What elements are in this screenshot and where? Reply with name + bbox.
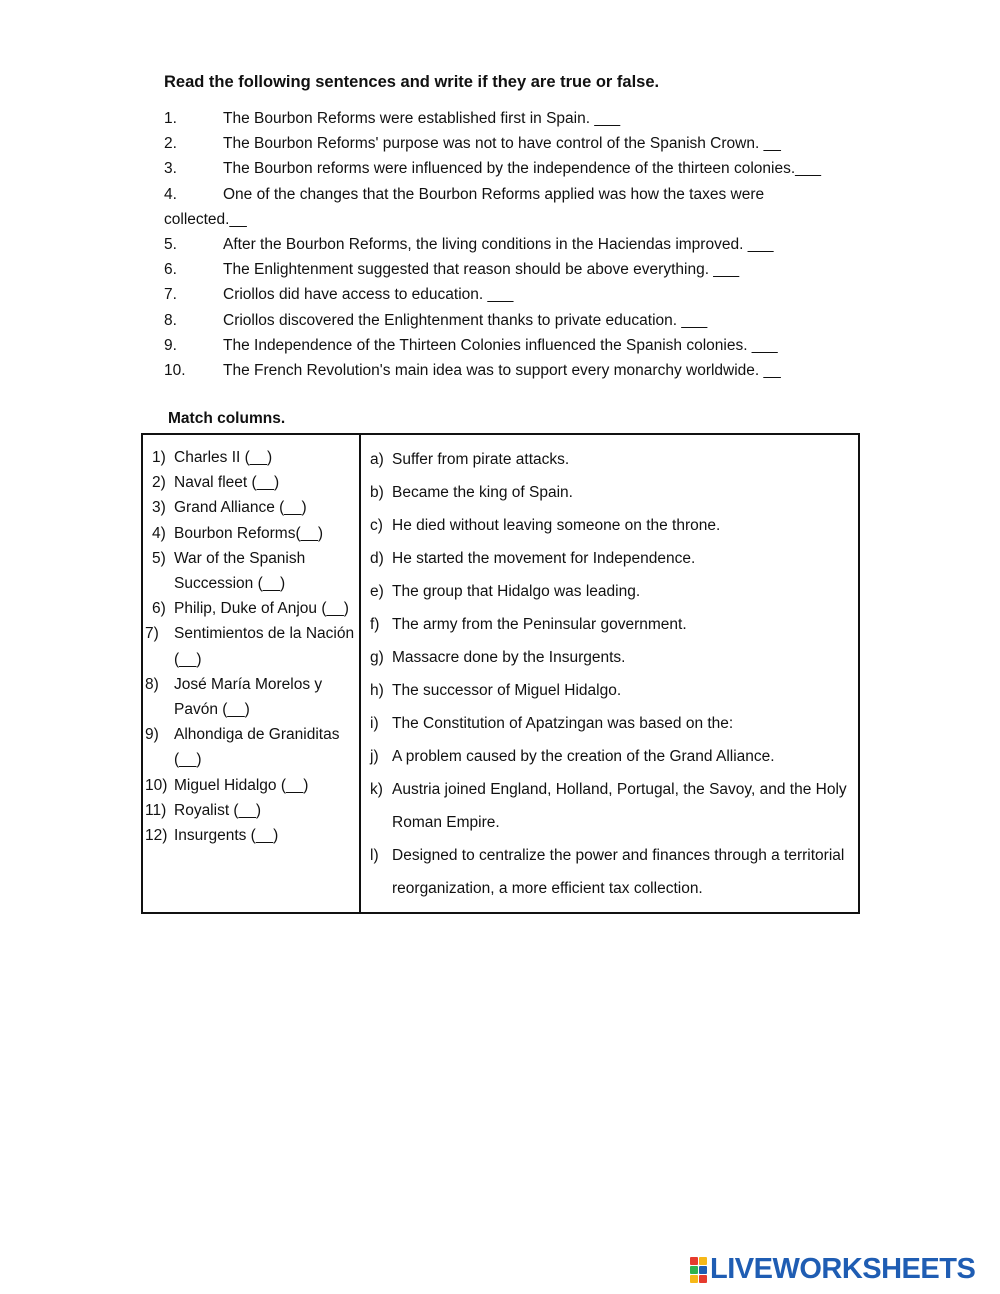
right-item: [361, 839, 851, 905]
left-item-number: 2): [152, 474, 166, 492]
left-item-number: 11): [145, 801, 167, 819]
right-item-text: Became the king of Spain.: [392, 484, 573, 501]
left-item-number: 5): [152, 549, 166, 567]
item-text: Criollos did have access to education. ___: [223, 286, 514, 304]
item-text: The Enlightenment suggested that reason should be above everything. ___: [223, 261, 740, 279]
item-text: The Bourbon Reforms were established first in Spain. ___: [223, 110, 621, 127]
logo-square-icon: [690, 1275, 698, 1283]
list-item: [164, 308, 884, 333]
right-item-text: He died without leaving someone on the throne.: [392, 517, 721, 534]
right-item: [361, 509, 851, 542]
logo-square-icon: [699, 1275, 707, 1283]
item-number: 4.: [164, 185, 177, 203]
item-text: One of the changes that the Bourbon Reforms applied was how the taxes were: [223, 185, 765, 203]
logo-square-icon: [690, 1257, 698, 1265]
right-item-letter: d): [370, 550, 384, 567]
item-number: 1.: [164, 110, 177, 127]
item-number: 10.: [164, 362, 186, 380]
left-item: [143, 823, 359, 848]
right-item-letter: f): [370, 616, 380, 633]
instructions-heading: Read the following sentences and write if they are true or false.: [164, 73, 660, 91]
left-item-number: 12): [145, 827, 168, 845]
list-item: [164, 358, 884, 383]
left-item-number: 9): [145, 726, 159, 744]
right-item-text: The group that Hidalgo was leading.: [392, 583, 641, 600]
right-item-letter: k): [370, 781, 383, 798]
right-item-letter: b): [370, 484, 384, 501]
list-item: [164, 131, 884, 156]
left-item: [143, 521, 359, 546]
item-text: The Independence of the Thirteen Colonies influenced the Spanish colonies. ___: [223, 336, 778, 354]
logo-square-icon: [699, 1266, 707, 1274]
list-item: [164, 156, 884, 181]
right-column: [361, 443, 851, 905]
right-item-letter: c): [370, 517, 383, 534]
left-item: [143, 445, 359, 470]
left-item-number: 10): [145, 776, 168, 794]
left-item-text: Royalist (__): [174, 801, 261, 819]
left-item-text: Alhondiga de Graniditas (__): [174, 726, 340, 769]
left-item-text: Insurgents (__): [174, 827, 279, 845]
right-item-text: Massacre done by the Insurgents.: [392, 649, 626, 666]
left-item-text: Miguel Hidalgo (__): [174, 776, 309, 794]
item-text-continuation: collected.__: [164, 210, 247, 228]
right-item: [361, 773, 851, 839]
left-item: [143, 798, 359, 823]
item-number: 8.: [164, 311, 177, 329]
list-item: [164, 257, 884, 282]
item-text: The Bourbon Reforms' purpose was not to have control of the Spanish Crown. __: [223, 135, 781, 153]
item-number: 5.: [164, 236, 177, 254]
right-item: [361, 674, 851, 707]
item-text: Criollos discovered the Enlightenment thanks to private education. ___: [223, 311, 708, 329]
item-text: The Bourbon reforms were influenced by the independence of the thirteen colonies.___: [223, 160, 821, 178]
left-item-number: 6): [152, 600, 166, 618]
true-false-list: [164, 106, 884, 383]
right-item: [361, 707, 851, 740]
left-item: [143, 773, 359, 798]
left-item-number: 4): [152, 524, 166, 542]
left-item-number: 1): [152, 449, 166, 466]
left-item: [143, 546, 359, 596]
right-item: [361, 740, 851, 773]
right-item: [361, 575, 851, 608]
match-columns-table: [141, 433, 860, 914]
item-number: 3.: [164, 160, 177, 178]
left-item-text: War of the Spanish Succession (__): [174, 549, 306, 593]
right-item-text: The army from the Peninsular government.: [392, 616, 687, 633]
right-item: [361, 608, 851, 641]
right-item: [361, 476, 851, 509]
logo-icon: [690, 1257, 707, 1283]
match-columns-heading: Match columns.: [168, 410, 286, 427]
right-item-text: Designed to centralize the power and finances through a territorial reorganization, a more efficient tax collection.: [392, 847, 845, 897]
right-item-letter: i): [370, 715, 379, 732]
left-column: [143, 445, 359, 848]
left-item-number: 3): [152, 499, 166, 517]
item-text: The French Revolution's main idea was to support every monarchy worldwide. __: [223, 362, 781, 380]
left-item-text: José María Morelos y Pavón (__): [174, 675, 323, 719]
logo-text: LIVEWORKSHEETS: [710, 1253, 976, 1285]
right-item-letter: e): [370, 583, 384, 600]
right-item-text: The successor of Miguel Hidalgo.: [392, 682, 622, 699]
right-item: [361, 542, 851, 575]
left-item-number: 8): [145, 675, 159, 693]
right-item-text: The Constitution of Apatzingan was based on the:: [392, 715, 734, 732]
right-item-text: Suffer from pirate attacks.: [392, 451, 570, 468]
left-item-text: Bourbon Reforms(__): [174, 524, 324, 542]
item-text: After the Bourbon Reforms, the living conditions in the Haciendas improved. ___: [223, 236, 774, 254]
right-item-letter: l): [370, 847, 379, 864]
right-item: [361, 443, 851, 476]
left-item-text: Naval fleet (__): [174, 474, 280, 492]
list-item: [164, 182, 884, 232]
left-item-text: Charles II (__): [174, 449, 273, 466]
left-item-text: Grand Alliance (__): [174, 499, 307, 517]
logo-square-icon: [699, 1257, 707, 1265]
left-item: [143, 495, 359, 520]
left-item: [143, 596, 359, 621]
left-item: [143, 470, 359, 495]
item-number: 6.: [164, 261, 177, 279]
list-item: [164, 282, 884, 307]
list-item: [164, 106, 884, 131]
list-item: [164, 333, 884, 358]
left-item-text: Philip, Duke of Anjou (__): [174, 600, 349, 618]
item-number: 9.: [164, 336, 177, 354]
right-item-letter: a): [370, 451, 384, 468]
left-item: [143, 722, 359, 772]
right-item-text: A problem caused by the creation of the Grand Alliance.: [392, 748, 775, 765]
liveworksheets-logo: [690, 1253, 975, 1286]
logo-square-icon: [690, 1266, 698, 1274]
right-item-letter: j): [370, 748, 379, 765]
left-item-number: 7): [145, 625, 159, 643]
left-item: [143, 621, 359, 671]
list-item: [164, 232, 884, 257]
right-item: [361, 641, 851, 674]
item-number: 2.: [164, 135, 177, 153]
left-item-text: Sentimientos de la Nación (__): [174, 625, 355, 668]
right-item-letter: g): [370, 649, 384, 666]
right-item-letter: h): [370, 682, 384, 699]
right-item-text: Austria joined England, Holland, Portugal, the Savoy, and the Holy Roman Empire.: [392, 781, 847, 831]
right-item-text: He started the movement for Independence.: [392, 550, 696, 567]
left-item: [143, 672, 359, 722]
item-number: 7.: [164, 286, 177, 304]
